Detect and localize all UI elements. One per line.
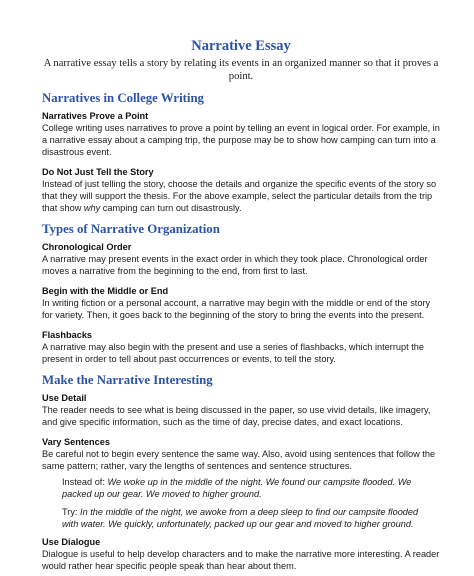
paragraph-vary-sentences: Be careful not to begin every sentence the same way. Also, avoid using sentences that follow the same pattern; rather, vary the lengths of sentences and sentence structures.	[42, 449, 436, 471]
paragraph-narratives-prove-a-point: College writing uses narratives to prove a point by telling an event in logical order. For example, in a narrative essay about a camping trip, the purpose may be to show how camping can turn into a disastrous event.	[42, 123, 440, 157]
paragraph-text-part: Instead of just telling the story, choose the details and organize the specific events of the story so that they will support the thesis. For the above example, select the particular details from the trip that show	[42, 179, 437, 213]
paragraph-chronological-order: A narrative may present events in the exact order in which they took place. Chronological order moves a narrative from the beginning to the end, from first to last.	[42, 254, 428, 276]
example-instead-of	[42, 476, 440, 500]
subheading-use-detail: Use Detail	[42, 393, 87, 403]
example-try	[42, 506, 440, 530]
subheading-flashbacks: Flashbacks	[42, 330, 93, 340]
page-title: Narrative Essay	[191, 38, 291, 54]
paragraph-do-not-just-tell-the-story	[42, 178, 440, 214]
subheading-begin-with-middle-or-end: Begin with the Middle or End	[42, 286, 169, 296]
intro-text: A narrative essay tells a story by relating its events in an organized manner so that it proves a point.	[43, 58, 439, 82]
emphasis-why: why	[83, 203, 101, 213]
subheading-chronological-order: Chronological Order	[42, 242, 132, 252]
section-heading-make-the-narrative-interesting: Make the Narrative Interesting	[42, 373, 213, 387]
example-text: In the middle of the night, we awoke from a deep sleep to find our campsite flooded with water. We quickly, unfortunately, packed up our gear and moved to higher ground.	[62, 507, 419, 529]
subheading-vary-sentences: Vary Sentences	[42, 437, 110, 447]
paragraph-flashbacks: A narrative may also begin with the present and use a series of flashbacks, which interrupt the present in order to tell about past occurrences or events, to tell the story.	[42, 342, 424, 364]
subheading-narratives-prove-a-point: Narratives Prove a Point	[42, 111, 149, 121]
example-label: Instead of:	[62, 477, 108, 487]
subheading-do-not-just-tell-the-story: Do Not Just Tell the Story	[42, 167, 154, 177]
paragraph-begin-with-middle-or-end: In writing fiction or a personal account, a narrative may begin with the middle or end of the story for variety. Then, it goes back to the beginning of the story to bring the events into the present.	[42, 298, 431, 320]
section-heading-narratives-in-college-writing: Narratives in College Writing	[42, 91, 204, 105]
subheading-use-dialogue: Use Dialogue	[42, 537, 101, 547]
example-text: We woke up in the middle of the night. We found our campsite flooded. We packed up our gear. We moved to higher ground.	[62, 477, 412, 499]
section-heading-types-of-narrative-organization: Types of Narrative Organization	[42, 222, 220, 236]
example-label: Try:	[62, 507, 81, 517]
paragraph-use-dialogue: Dialogue is useful to help develop characters and to make the narrative more interesting. A reader would rather hear specific people speak than hear about them.	[42, 549, 440, 571]
paragraph-use-detail: The reader needs to see what is being discussed in the paper, so use vivid details, like imagery, and give specific information, such as the time of day, precise dates, and exact locations.	[42, 405, 431, 427]
paragraph-text-part: camping can turn out disastrously.	[100, 203, 242, 213]
